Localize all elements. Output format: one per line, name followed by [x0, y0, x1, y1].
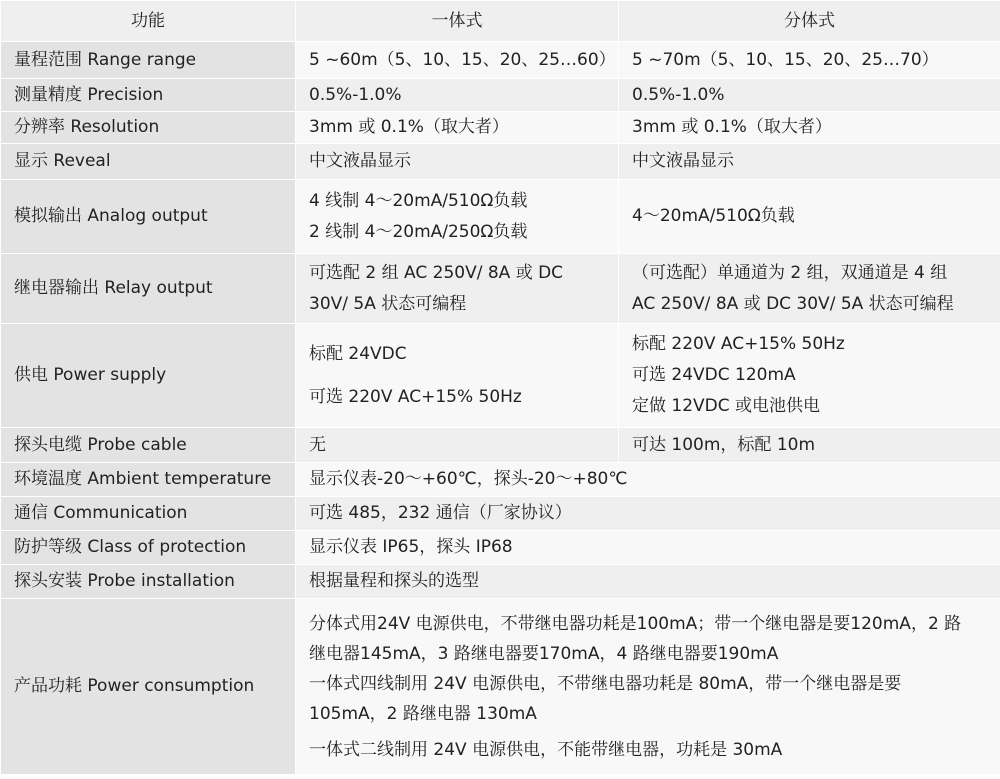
merged-value: 可选 485，232 通信（厂家协议）	[296, 497, 1000, 531]
value-line: 可选 220V AC+15% 50Hz	[309, 386, 522, 407]
split-value	[619, 254, 1000, 324]
split-value: 中文液晶显示	[619, 144, 1000, 180]
row-label: 供电 Power supply	[1, 324, 296, 428]
row-label: 环境温度 Ambient temperature	[1, 463, 296, 497]
row-label: 显示 Reveal	[1, 144, 296, 180]
split-value: 4～20mA/510Ω负载	[619, 180, 1000, 254]
integral-value: 无	[296, 428, 619, 463]
table-row	[1, 463, 1000, 497]
split-value: 可达 100m，标配 10m	[619, 428, 1000, 463]
table-row	[1, 565, 1000, 599]
split-value: 3mm 或 0.1%（取大者）	[619, 112, 1000, 144]
row-label: 产品功耗 Power consumption	[1, 599, 296, 775]
value-line: 4 线制 4～20mA/510Ω负载	[309, 190, 528, 211]
header-feature: 功能	[1, 1, 296, 42]
table-row	[1, 79, 1000, 112]
header-row	[1, 1, 1000, 42]
merged-value: 显示仪表 IP65，探头 IP68	[296, 531, 1000, 565]
value-line: 2 线制 4～20mA/250Ω负载	[309, 221, 528, 242]
value-line: 一体式四线制用 24V 电源供电，不带继电器功耗是 80mA，带一个继电器是要	[309, 673, 902, 694]
row-label: 测量精度 Precision	[1, 79, 296, 112]
integral-value: 5 ~60m（5、10、15、20、25…60）	[296, 42, 619, 79]
row-label: 分辨率 Resolution	[1, 112, 296, 144]
value-line: 可选 24VDC 120mA	[632, 365, 796, 385]
table-row	[1, 531, 1000, 565]
integral-value	[296, 254, 619, 324]
header-integral: 一体式	[296, 1, 619, 42]
merged-value	[296, 599, 1000, 775]
integral-value: 中文液晶显示	[296, 144, 619, 180]
table-row	[1, 324, 1000, 428]
table-row	[1, 497, 1000, 531]
row-label: 通信 Communication	[1, 497, 296, 531]
value-line: 定做 12VDC 或电池供电	[632, 396, 821, 416]
value-line: 一体式二线制用 24V 电源供电，不能带继电器，功耗是 30mA	[309, 739, 783, 760]
row-label: 探头电缆 Probe cable	[1, 428, 296, 463]
integral-value	[296, 180, 619, 254]
value-line: 30V/ 5A 状态可编程	[309, 293, 467, 314]
value-line: 标配 24VDC	[309, 343, 407, 364]
value-line: 继电器145mA，3 路继电器要170mA，4 路继电器要190mA	[309, 643, 779, 664]
integral-value: 0.5%-1.0%	[296, 79, 619, 112]
value-line: 105mA，2 路继电器 130mA	[309, 703, 537, 724]
header-split: 分体式	[619, 1, 1000, 42]
split-value: 5 ~70m（5、10、15、20、25…70）	[619, 42, 1000, 79]
table-row	[1, 180, 1000, 254]
row-label: 模拟输出 Analog output	[1, 180, 296, 254]
value-line: （可选配）单通道为 2 组，双通道是 4 组	[632, 262, 948, 283]
split-value	[619, 324, 1000, 428]
merged-value: 根据量程和探头的选型	[296, 565, 1000, 599]
row-label: 量程范围 Range range	[1, 42, 296, 79]
row-label: 继电器输出 Relay output	[1, 254, 296, 324]
row-label: 防护等级 Class of protection	[1, 531, 296, 565]
table-row	[1, 428, 1000, 463]
value-line: 可选配 2 组 AC 250V/ 8A 或 DC	[309, 262, 564, 283]
value-line: 标配 220V AC+15% 50Hz	[632, 334, 845, 354]
table-row	[1, 112, 1000, 144]
table-row	[1, 144, 1000, 180]
integral-value	[296, 324, 619, 428]
split-value: 0.5%-1.0%	[619, 79, 1000, 112]
table-row	[1, 599, 1000, 775]
table-row	[1, 42, 1000, 79]
row-label: 探头安装 Probe installation	[1, 565, 296, 599]
table-row	[1, 254, 1000, 324]
value-line: 分体式用24V 电源供电，不带继电器功耗是100mA；带一个继电器是要120mA，2 路	[309, 613, 962, 634]
integral-value: 3mm 或 0.1%（取大者）	[296, 112, 619, 144]
value-line: AC 250V/ 8A 或 DC 30V/ 5A 状态可编程	[632, 293, 954, 314]
merged-value: 显示仪表-20～+60℃，探头-20～+80℃	[296, 463, 1000, 497]
